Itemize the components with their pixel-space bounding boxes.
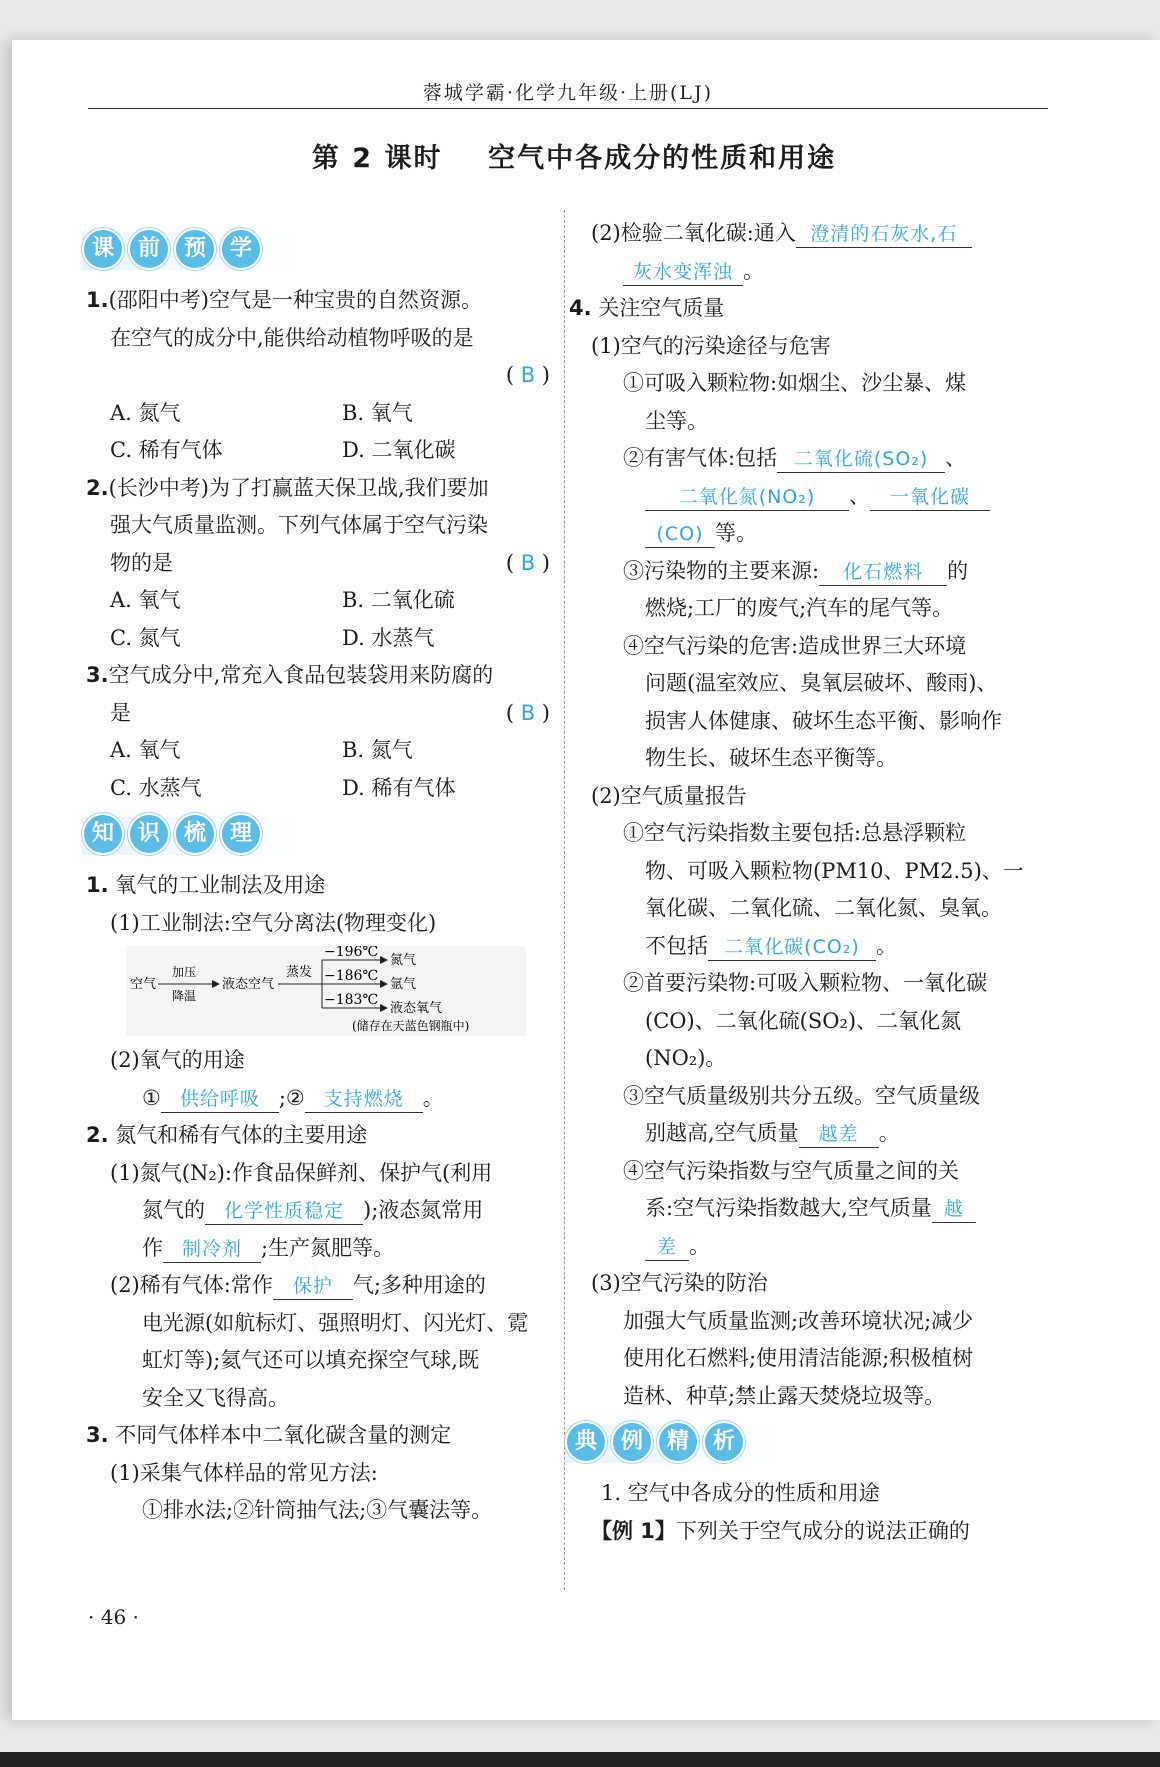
option: B. 氮气 bbox=[342, 738, 413, 762]
answer-blank: 越 bbox=[932, 1196, 976, 1223]
k-text: 加强大气质量监测;改善环境状况;减少 bbox=[623, 1308, 974, 1333]
tag-char: 例 bbox=[611, 1421, 653, 1463]
k-text: ①空气污染指数主要包括:总悬浮颗粒 bbox=[623, 821, 967, 845]
question-2: 2.(长沙中考)为了打赢蓝天保卫战,我们要加 强大气质量监测。下列气体属于空气污染 物的是 ( B ) A. 氧气 B. 二氧化硫 C. 氮气 D. 水蒸气 bbox=[86, 470, 556, 658]
k-text: (3)空气污染的防治 bbox=[591, 1271, 768, 1295]
diagram-press: 加压 bbox=[172, 965, 197, 979]
k-text: ③空气质量级别共分五级。空气质量级 bbox=[623, 1083, 980, 1108]
q-text: 物的是 bbox=[110, 550, 173, 575]
option: B. 二氧化硫 bbox=[342, 588, 455, 612]
example-text: 下列关于空气成分的说法正确的 bbox=[675, 1518, 970, 1543]
page-number: · 46 · bbox=[88, 1605, 139, 1629]
answer-blank: 二氧化碳(CO₂) bbox=[708, 934, 876, 961]
answer-blank: 制冷剂 bbox=[163, 1236, 261, 1263]
option: C. 水蒸气 bbox=[110, 775, 202, 800]
k-title: 不同气体样本中二氧化碳含量的测定 bbox=[115, 1423, 452, 1447]
q-text: 在空气的成分中,能供给动植物呼吸的是 bbox=[110, 325, 474, 350]
k-text: (2)氧气的用途 bbox=[110, 1048, 245, 1072]
diagram-gas-3: 液态氧气 bbox=[390, 1001, 443, 1016]
option: C. 稀有气体 bbox=[110, 438, 223, 462]
k-text: 安全又飞得高。 bbox=[142, 1385, 289, 1410]
tag-char: 课 bbox=[82, 228, 124, 270]
k-text: 虹灯等);氦气还可以填充探空气球,既 bbox=[142, 1348, 479, 1372]
k-text: ①排水法;②针筒抽气法;③气囊法等。 bbox=[142, 1498, 493, 1522]
k-text: ②首要污染物:可吸入颗粒物、一氧化碳 bbox=[623, 971, 988, 995]
diagram-air: 空气 bbox=[130, 977, 157, 992]
tag-char: 学 bbox=[220, 228, 262, 270]
q-answer: B bbox=[520, 550, 536, 575]
option: D. 水蒸气 bbox=[342, 625, 435, 650]
example-subtitle: 1. 空气中各成分的性质和用途 bbox=[601, 1481, 880, 1505]
example-label: 【例 1】 bbox=[591, 1518, 676, 1543]
answer-blank: 二氧化硫(SO₂) bbox=[777, 446, 945, 473]
diagram-gas-2: 氩气 bbox=[390, 977, 417, 992]
tag-char: 梳 bbox=[174, 813, 216, 855]
k-text: 氧化碳、二氧化硫、二氧化氮、臭氧。 bbox=[645, 896, 1002, 920]
section-tag-knowledge bbox=[82, 813, 556, 861]
section-tag-pre-study bbox=[82, 228, 556, 276]
section-tag-example bbox=[565, 1421, 1071, 1469]
tag-char: 精 bbox=[657, 1421, 699, 1463]
tag-char: 理 bbox=[220, 813, 262, 855]
option: A. 氮气 bbox=[110, 400, 181, 425]
diagram-temp-2: −186℃ bbox=[324, 968, 379, 984]
answer-blank: 化学性质稳定 bbox=[205, 1198, 363, 1225]
k-text: 物生长、破坏生态平衡等。 bbox=[645, 746, 897, 770]
q-number: 3. bbox=[86, 663, 109, 687]
column-divider bbox=[564, 210, 565, 1590]
k-text: (NO₂)。 bbox=[645, 1046, 727, 1070]
diagram-evap: 蒸发 bbox=[286, 965, 313, 980]
option: A. 氧气 bbox=[110, 588, 181, 612]
q-answer: B bbox=[520, 363, 536, 387]
k-text: (CO)、二氧化硫(SO₂)、二氧化氮 bbox=[645, 1008, 962, 1033]
answer-blank: 差 bbox=[645, 1234, 689, 1261]
option: D. 稀有气体 bbox=[342, 775, 456, 800]
k-title: 氧气的工业制法及用途 bbox=[115, 873, 326, 897]
left-column bbox=[86, 222, 556, 1530]
q-number: 2. bbox=[86, 475, 109, 500]
tag-char: 识 bbox=[128, 813, 170, 855]
tag-char: 预 bbox=[174, 228, 216, 270]
diagram-note: (储存在天蓝色钢瓶中) bbox=[352, 1019, 470, 1033]
k-text: 物、可吸入颗粒物(PM10、PM2.5)、一 bbox=[645, 858, 1024, 883]
answer-blank: 越差 bbox=[799, 1121, 879, 1148]
k-text: 问题(温室效应、臭氧层破坏、酸雨)、 bbox=[645, 671, 998, 695]
bottom-bar bbox=[0, 1752, 1160, 1767]
option: D. 二氧化碳 bbox=[342, 438, 456, 462]
k-text: 尘等。 bbox=[645, 408, 708, 433]
k-text: ①可吸入颗粒物:如烟尘、沙尘暴、煤 bbox=[623, 371, 967, 395]
answer-blank: 一氧化碳 bbox=[870, 484, 990, 511]
q-text: (长沙中考)为了打赢蓝天保卫战,我们要加 bbox=[108, 475, 489, 500]
lesson-title: 第 2 课时 空气中各成分的性质和用途 bbox=[311, 143, 837, 174]
answer-blank: 灰水变浑浊 bbox=[623, 259, 743, 286]
tag-char: 知 bbox=[82, 813, 124, 855]
tag-char: 前 bbox=[128, 228, 170, 270]
q-number: 1. bbox=[86, 288, 109, 312]
k-text: (1)采集气体样品的常见方法: bbox=[110, 1460, 378, 1485]
k-text: 造林、种草;禁止露天焚烧垃圾等。 bbox=[623, 1383, 946, 1408]
knowledge-3: 3. 不同气体样本中二氧化碳含量的测定 (1)采集气体样品的常见方法: ①排水法;②针筒抽气法;③气囊法等。 bbox=[86, 1417, 556, 1530]
q-answer: B bbox=[520, 700, 536, 725]
k-text: 损害人体健康、破坏生态平衡、影响作 bbox=[645, 708, 1002, 733]
diagram-temp-1: −196℃ bbox=[324, 946, 379, 960]
answer-blank: 供给呼吸 bbox=[161, 1086, 279, 1113]
answer-blank: 支持燃烧 bbox=[305, 1086, 423, 1113]
answer-blank: 化石燃料 bbox=[819, 559, 947, 586]
k-text: (2)空气质量报告 bbox=[591, 783, 747, 808]
option: B. 氧气 bbox=[342, 400, 413, 425]
diagram-gas-1: 氮气 bbox=[390, 953, 417, 968]
answer-blank: 澄清的石灰水,石 bbox=[796, 221, 972, 248]
k-text: 燃烧;工厂的废气;汽车的尾气等。 bbox=[645, 596, 954, 620]
knowledge-1: 1. 氧气的工业制法及用途 (1)工业制法:空气分离法(物理变化) 空气 加压 降温 液态空气 蒸发 −196℃ −186℃ −183℃ 氮气 氩气 液态氧气 (储存在天蓝色钢瓶中) (2)氧气的用途 ① 供给呼吸 ;② 支持燃烧 。 bbox=[86, 867, 556, 1117]
answer-blank: 二氧化氮(NO₂) bbox=[645, 484, 849, 511]
answer-blank: 保护 bbox=[273, 1273, 353, 1300]
diagram-temp-3: −183℃ bbox=[324, 992, 379, 1008]
diagram-liquid-air: 液态空气 bbox=[222, 977, 275, 992]
q-text: 强大气质量监测。下列气体属于空气污染 bbox=[110, 513, 488, 537]
tag-char: 典 bbox=[565, 1421, 607, 1463]
question-1: 1.(邵阳中考)空气是一种宝贵的自然资源。 在空气的成分中,能供给动植物呼吸的是 ( B ) A. 氮气 B. 氧气 C. 稀有气体 D. 二氧化碳 bbox=[86, 282, 556, 470]
diagram-cool: 降温 bbox=[172, 989, 197, 1003]
knowledge-2: 2. 氮气和稀有气体的主要用途 (1)氮气(N₂):作食品保鲜剂、保护气(利用 氮气的 化学性质稳定 );液态氮常用 作 制冷剂 ;生产氮肥等。 (2)稀有气体:常作 保护 气;多种用途的 电光源(如航标灯、强照明灯、闪光灯、霓 虹灯等);氦气还可以填充探空气球,既 安全又飞得高。 bbox=[86, 1117, 556, 1417]
q-text: 空气成分中,常充入食品包装袋用来防腐的 bbox=[108, 663, 494, 687]
k-text: 电光源(如航标灯、强照明灯、闪光灯、霓 bbox=[142, 1310, 529, 1335]
k-title: 关注空气质量 bbox=[598, 296, 725, 320]
answer-blank: (CO) bbox=[645, 521, 715, 548]
running-header: 蓉城学霸·化学九年级·上册(LJ) bbox=[422, 82, 714, 104]
k-text: (1)工业制法:空气分离法(物理变化) bbox=[110, 910, 437, 935]
k-text: (1)空气的污染途径与危害 bbox=[591, 333, 831, 358]
right-column: (2)检验二氧化碳:通入 澄清的石灰水,石 灰水变浑浊 。 4. 关注空气质量 (1)空气的污染途径与危害 ①可吸入颗粒物:如烟尘、沙尘暴、煤 尘等。 ②有害气体:包括 二氧化硫(SO₂) 、 二氧化氮(NO₂) 、 一氧化碳 (CO) 等。 ③污染物的主要来源: 化石燃料 的 燃烧;工厂的废气;汽车的尾气等。 ④空气污染的危害:造成世界三大环境 问题(温室效应、臭氧层破坏、酸雨)、 损害人体健康、破坏生态平衡、影响作 物生长、破坏生态平衡等。 (2)空气质量报告 ①空气污染指数主要包括:总悬浮颗粒 物、可吸入颗粒物(PM10、PM2.5)、一 氧化碳、二氧化硫、二氧化氮、臭氧。 不包括 二氧化碳(CO₂) 。 ②首要污染物:可吸入颗粒物、一氧化碳 (CO)、二氧化硫(SO₂)、二氧化氮 (NO₂)。 ③空气质量级别共分五级。空气质量级 别越高,空气质量 越差 。 ④空气污染指数与空气质量之间的关 系:空气污染指数越大,空气质量 越 差 。 (3)空气污染的防治 加强大气质量监测;改善环境状况;减少 使用化石燃料;使用清洁能源;积极植树 造林、种草;禁止露天焚烧垃圾等。 典 例 精 析 1. 空气中各成分的性质和用途 【例 1】下列关于空气成分的说法正确的 bbox=[591, 215, 1071, 1550]
k-title: 氮气和稀有气体的主要用途 bbox=[115, 1123, 368, 1147]
option: A. 氧气 bbox=[110, 738, 181, 762]
air-separation-diagram bbox=[86, 946, 556, 1036]
tag-char: 析 bbox=[703, 1421, 745, 1463]
k-text: 使用化石燃料;使用清洁能源;积极植树 bbox=[623, 1346, 974, 1370]
k-text: ④空气污染的危害:造成世界三大环境 bbox=[623, 633, 967, 658]
question-3: 3.空气成分中,常充入食品包装袋用来防腐的 是 ( B ) A. 氧气 B. 氮气 C. 水蒸气 D. 稀有气体 bbox=[86, 657, 556, 807]
q-text: 是 bbox=[110, 700, 131, 725]
header-rule bbox=[88, 108, 1048, 109]
q-text: (邵阳中考)空气是一种宝贵的自然资源。 bbox=[108, 288, 482, 312]
option: C. 氮气 bbox=[110, 625, 181, 650]
knowledge-4: 4. 关注空气质量 (1)空气的污染途径与危害 ①可吸入颗粒物:如烟尘、沙尘暴、煤 尘等。 ②有害气体:包括 二氧化硫(SO₂) 、 二氧化氮(NO₂) 、 一氧化碳 (CO) 等。 ③污染物的主要来源: 化石燃料 的 燃烧;工厂的废气;汽车的尾气等。 ④空气污染的危害:造成世界三大环境 问题(温室效应、臭氧层破坏、酸雨)、 损害人体健康、破坏生态平衡、影响作 物生长、破坏生态平衡等。 (2)空气质量报告 ①空气污染指数主要包括:总悬浮颗粒 物、可吸入颗粒物(PM10、PM2.5)、一 氧化碳、二氧化硫、二氧化氮、臭氧。 不包括 二氧化碳(CO₂) 。 ②首要污染物:可吸入颗粒物、一氧化碳 (CO)、二氧化硫(SO₂)、二氧化氮 (NO₂)。 ③空气质量级别共分五级。空气质量级 别越高,空气质量 越差 。 ④空气污染指数与空气质量之间的关 系:空气污染指数越大,空气质量 越 差 。 (3)空气污染的防治 加强大气质量监测;改善环境状况;减少 使用化石燃料;使用清洁能源;积极植树 造林、种草;禁止露天焚烧垃圾等。 bbox=[569, 290, 1071, 1415]
k-text: (1)氮气(N₂):作食品保鲜剂、保护气(利用 bbox=[110, 1160, 493, 1185]
k-text: ④空气污染指数与空气质量之间的关 bbox=[623, 1158, 959, 1183]
